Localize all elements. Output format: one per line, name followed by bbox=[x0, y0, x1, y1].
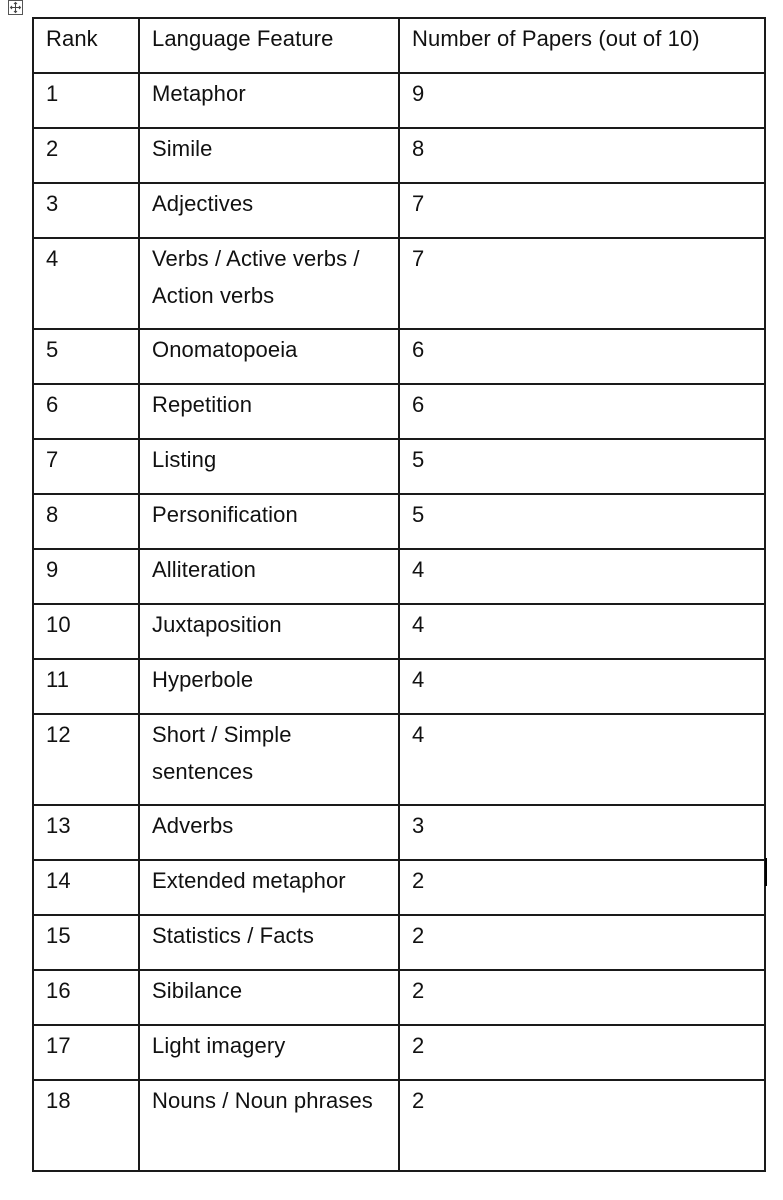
feature-cell[interactable]: Extended metaphor bbox=[139, 860, 399, 915]
feature-cell[interactable]: Verbs / Active verbs / Action verbs bbox=[139, 238, 399, 329]
rank-cell[interactable]: 1 bbox=[33, 73, 139, 128]
feature-cell[interactable]: Alliteration bbox=[139, 549, 399, 604]
papers-cell[interactable]: 9 bbox=[399, 73, 765, 128]
table-row bbox=[33, 494, 765, 549]
language-features-table bbox=[32, 17, 766, 1172]
papers-cell[interactable]: 5 bbox=[399, 439, 765, 494]
table-row bbox=[33, 805, 765, 860]
papers-cell[interactable]: 8 bbox=[399, 128, 765, 183]
rank-cell[interactable]: 13 bbox=[33, 805, 139, 860]
rank-cell[interactable]: 18 bbox=[33, 1080, 139, 1171]
papers-cell[interactable]: 2 bbox=[399, 970, 765, 1025]
rank-cell[interactable]: 14 bbox=[33, 860, 139, 915]
table-row bbox=[33, 384, 765, 439]
papers-cell[interactable]: 2 bbox=[399, 915, 765, 970]
table-move-handle-icon[interactable] bbox=[8, 0, 23, 15]
table-row bbox=[33, 73, 765, 128]
feature-cell[interactable]: Adjectives bbox=[139, 183, 399, 238]
papers-cell[interactable]: 5 bbox=[399, 494, 765, 549]
table-row bbox=[33, 1080, 765, 1171]
rank-cell[interactable]: 9 bbox=[33, 549, 139, 604]
rank-cell[interactable]: 15 bbox=[33, 915, 139, 970]
rank-cell[interactable]: 3 bbox=[33, 183, 139, 238]
feature-cell[interactable]: Light imagery bbox=[139, 1025, 399, 1080]
header-language-feature[interactable]: Language Feature bbox=[139, 18, 399, 73]
feature-cell[interactable]: Onomatopoeia bbox=[139, 329, 399, 384]
papers-cell[interactable]: 6 bbox=[399, 384, 765, 439]
table-row bbox=[33, 183, 765, 238]
move-arrows-icon bbox=[9, 1, 22, 14]
papers-cell[interactable]: 4 bbox=[399, 659, 765, 714]
papers-cell[interactable]: 4 bbox=[399, 604, 765, 659]
table-row bbox=[33, 238, 765, 329]
feature-cell[interactable]: Nouns / Noun phrases bbox=[139, 1080, 399, 1171]
rank-cell[interactable]: 5 bbox=[33, 329, 139, 384]
rank-cell[interactable]: 4 bbox=[33, 238, 139, 329]
table-row bbox=[33, 860, 765, 915]
header-rank[interactable]: Rank bbox=[33, 18, 139, 73]
papers-cell[interactable]: 2 bbox=[399, 860, 765, 915]
table-row bbox=[33, 329, 765, 384]
rank-cell[interactable]: 12 bbox=[33, 714, 139, 805]
feature-cell[interactable]: Short / Simple sentences bbox=[139, 714, 399, 805]
feature-cell[interactable]: Juxtaposition bbox=[139, 604, 399, 659]
table-row bbox=[33, 659, 765, 714]
rank-cell[interactable]: 11 bbox=[33, 659, 139, 714]
feature-cell[interactable]: Repetition bbox=[139, 384, 399, 439]
table-row bbox=[33, 549, 765, 604]
table-row bbox=[33, 970, 765, 1025]
rank-cell[interactable]: 2 bbox=[33, 128, 139, 183]
rank-cell[interactable]: 10 bbox=[33, 604, 139, 659]
papers-cell[interactable]: 7 bbox=[399, 183, 765, 238]
text-cursor-icon bbox=[765, 858, 767, 886]
rank-cell[interactable]: 17 bbox=[33, 1025, 139, 1080]
rank-cell[interactable]: 8 bbox=[33, 494, 139, 549]
feature-cell[interactable]: Sibilance bbox=[139, 970, 399, 1025]
feature-cell[interactable]: Metaphor bbox=[139, 73, 399, 128]
papers-cell[interactable]: 4 bbox=[399, 714, 765, 805]
rank-cell[interactable]: 7 bbox=[33, 439, 139, 494]
table-row bbox=[33, 915, 765, 970]
rank-cell[interactable]: 6 bbox=[33, 384, 139, 439]
feature-cell[interactable]: Personification bbox=[139, 494, 399, 549]
rank-cell[interactable]: 16 bbox=[33, 970, 139, 1025]
table-row bbox=[33, 604, 765, 659]
table-row bbox=[33, 128, 765, 183]
feature-cell[interactable]: Simile bbox=[139, 128, 399, 183]
table-header-row bbox=[33, 18, 765, 73]
papers-cell[interactable]: 2 bbox=[399, 1025, 765, 1080]
table-row bbox=[33, 1025, 765, 1080]
table-row bbox=[33, 714, 765, 805]
papers-cell[interactable]: 2 bbox=[399, 1080, 765, 1171]
feature-cell[interactable]: Hyperbole bbox=[139, 659, 399, 714]
papers-cell[interactable]: 3 bbox=[399, 805, 765, 860]
table-row bbox=[33, 439, 765, 494]
papers-cell[interactable]: 7 bbox=[399, 238, 765, 329]
feature-cell[interactable]: Adverbs bbox=[139, 805, 399, 860]
papers-cell[interactable]: 6 bbox=[399, 329, 765, 384]
feature-cell[interactable]: Listing bbox=[139, 439, 399, 494]
feature-cell[interactable]: Statistics / Facts bbox=[139, 915, 399, 970]
header-number-of-papers[interactable]: Number of Papers (out of 10) bbox=[399, 18, 765, 73]
papers-cell[interactable]: 4 bbox=[399, 549, 765, 604]
